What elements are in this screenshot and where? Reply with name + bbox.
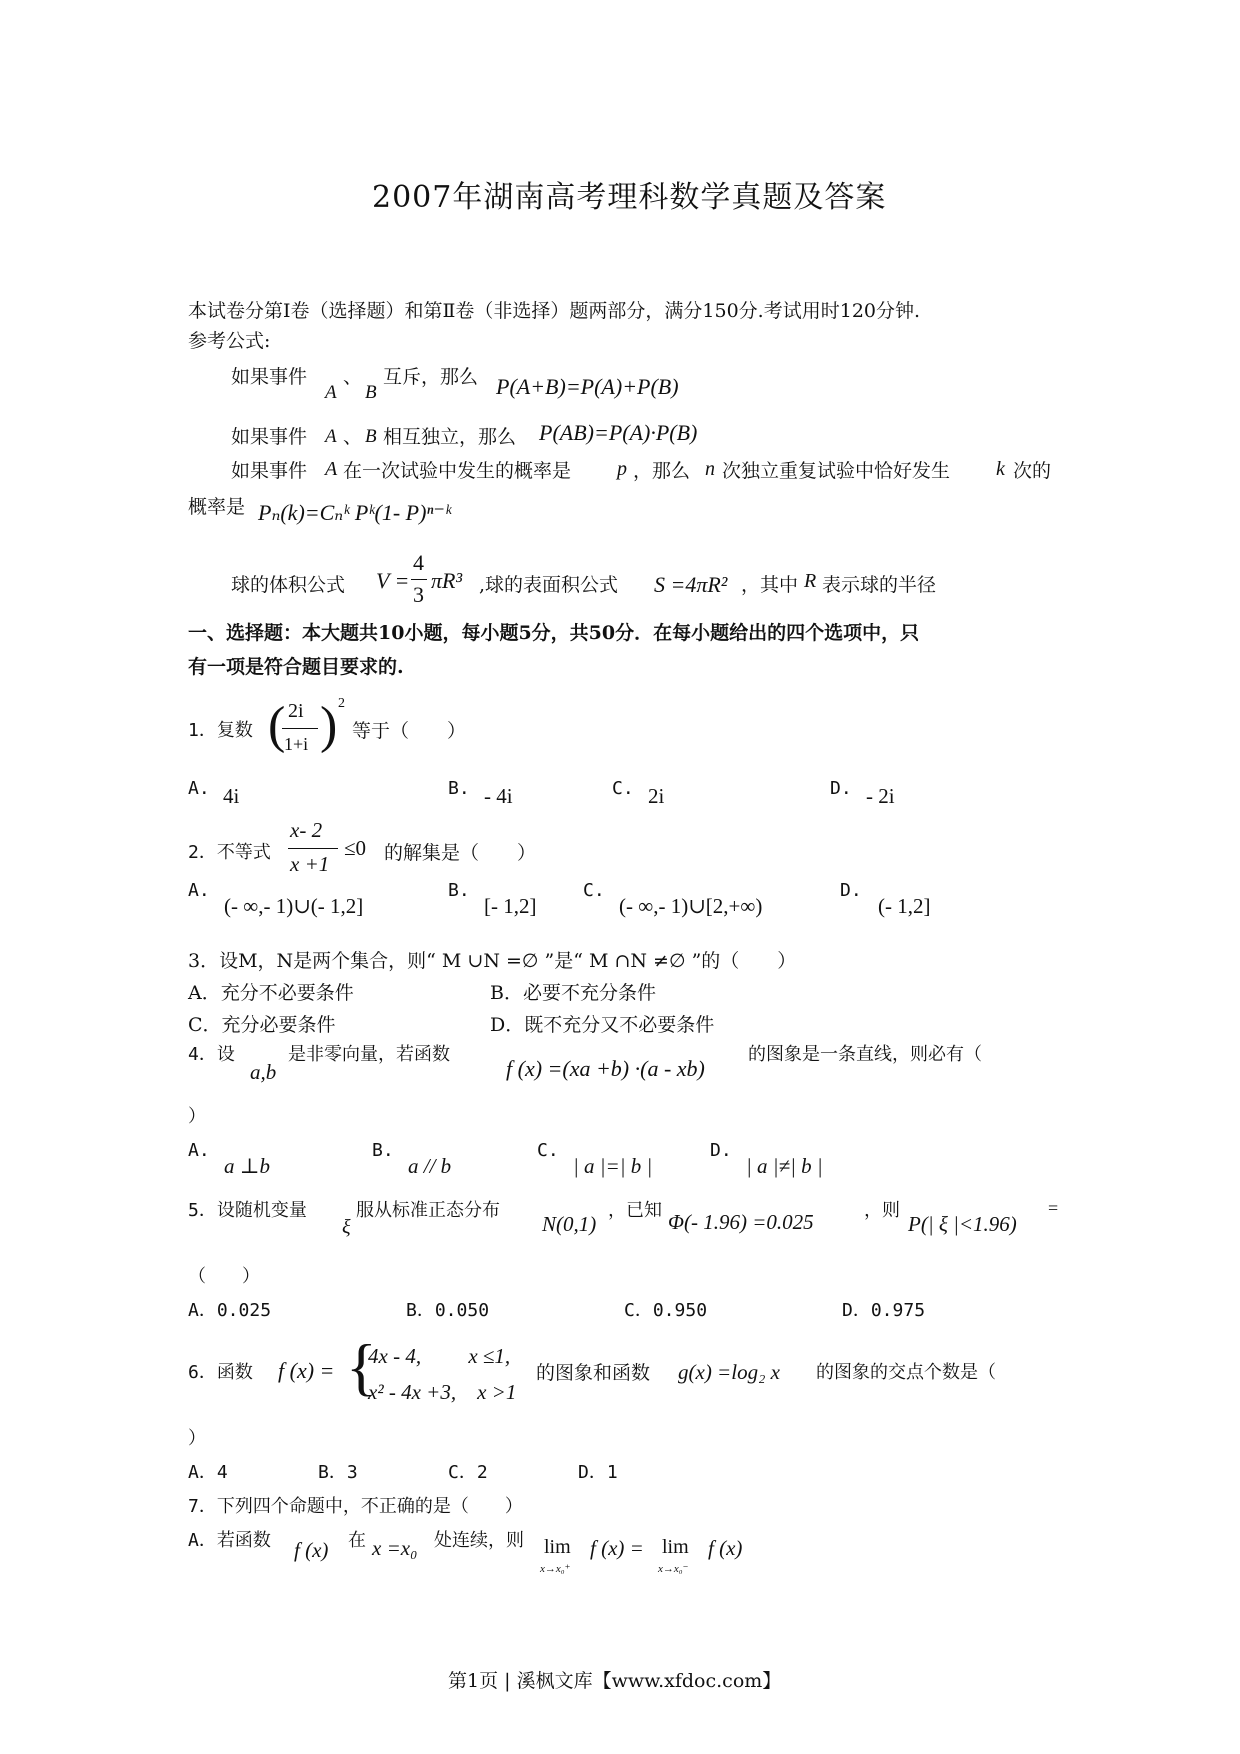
page-footer: 第1页 | 溪枫文库【www.xfdoc.com】: [448, 1670, 782, 1692]
question-7: 7．下列四个命题中，不正确的是（ ）: [188, 1496, 523, 1517]
question-6: 6．函数 f (x) = { 4x - 4, x ≤1, x² - 4x +3, x >1 的图象和函数 g(x) =log₂ x 的图象的交点个数是（: [188, 1331, 996, 1404]
question-4: 4．设 a,b 是非零向量，若函数 f (x) =(xa +b) ·(a - xb) 的图象是一条直线，则必有（: [188, 1044, 982, 1084]
question-3-option-c: C．充分必要条件: [188, 1014, 336, 1036]
question-2: 2．不等式 x- 2 x +1 ≤0 的解集是（ ）: [188, 818, 537, 876]
question-3-option-d: D．既不充分又不必要条件: [490, 1014, 715, 1036]
question-2-options: A. (- ∞,- 1)∪(- 1,2] B. [- 1,2] C. (- ∞,- 1)∪[2,+∞) D. (- 1,2]: [188, 880, 931, 918]
section-heading-cont: 有一项是符合题目要求的.: [188, 656, 404, 678]
question-3-option-a: A．充分不必要条件: [188, 982, 354, 1004]
question-6-close: ）: [188, 1428, 206, 1449]
question-1-options: A. 4i B. - 4i C. 2i D. - 2i: [188, 778, 895, 808]
question-3-option-b: B．必要不充分条件: [490, 982, 656, 1004]
section-heading: 一、选择题：本大题共10小题，每小题5分，共50分．在每小题给出的四个选项中，只: [188, 622, 920, 644]
binomial-label: 概率是: [188, 496, 246, 518]
fraction-bar: [411, 579, 427, 580]
fraction-bar: [282, 728, 318, 729]
left-paren: (: [268, 697, 286, 754]
question-7-option-a: A．若函数 f (x) 在 x =x₀ 处连续，则 lim x→x₀⁺ f (x) = lim x→x₀⁻ f (x): [188, 1530, 743, 1575]
question-4-close: ）: [188, 1106, 206, 1127]
formula-p-ab: P(AB)=P(A)·P(B): [539, 420, 698, 445]
question-6-options: A．4 B．3 C．2 D．1: [188, 1462, 618, 1483]
formula-binomial: Pₙ(k)=Cₙᵏ Pᵏ(1- P)ⁿ⁻ᵏ: [258, 500, 452, 525]
intro-line: 本试卷分第Ⅰ卷（选择题）和第Ⅱ卷（非选择）题两部分，满分150分.考试用时120分钟.: [188, 300, 921, 322]
question-5: 5．设随机变量 ξ 服从标准正态分布 N(0,1) ，已知 Φ(- 1.96) =0.025 ，则 P(| ξ |<1.96) =: [188, 1198, 1059, 1238]
question-4-options: A. a ⊥b B. a // b C. | a |=| b | D. | a |≠| b |: [188, 1140, 823, 1178]
piecewise-brace: {: [346, 1331, 377, 1402]
question-3: 3．设M，N是两个集合，则“ M ∪N =∅ ”是“ M ∩N ≠∅ ”的（ ）: [188, 950, 797, 972]
right-paren: ): [320, 697, 338, 754]
question-5-blank: （ ）: [188, 1266, 260, 1287]
formula-heading: 参考公式:: [188, 330, 271, 352]
formula-p-a-plus-b: P(A+B)=P(A)+P(B): [496, 374, 679, 399]
question-5-options: A．0.025 B．0.050 C．0.950 D．0.975: [188, 1300, 926, 1321]
page-title: 2007年湖南高考理科数学真题及答案: [372, 180, 887, 215]
fraction-bar: [288, 848, 338, 849]
